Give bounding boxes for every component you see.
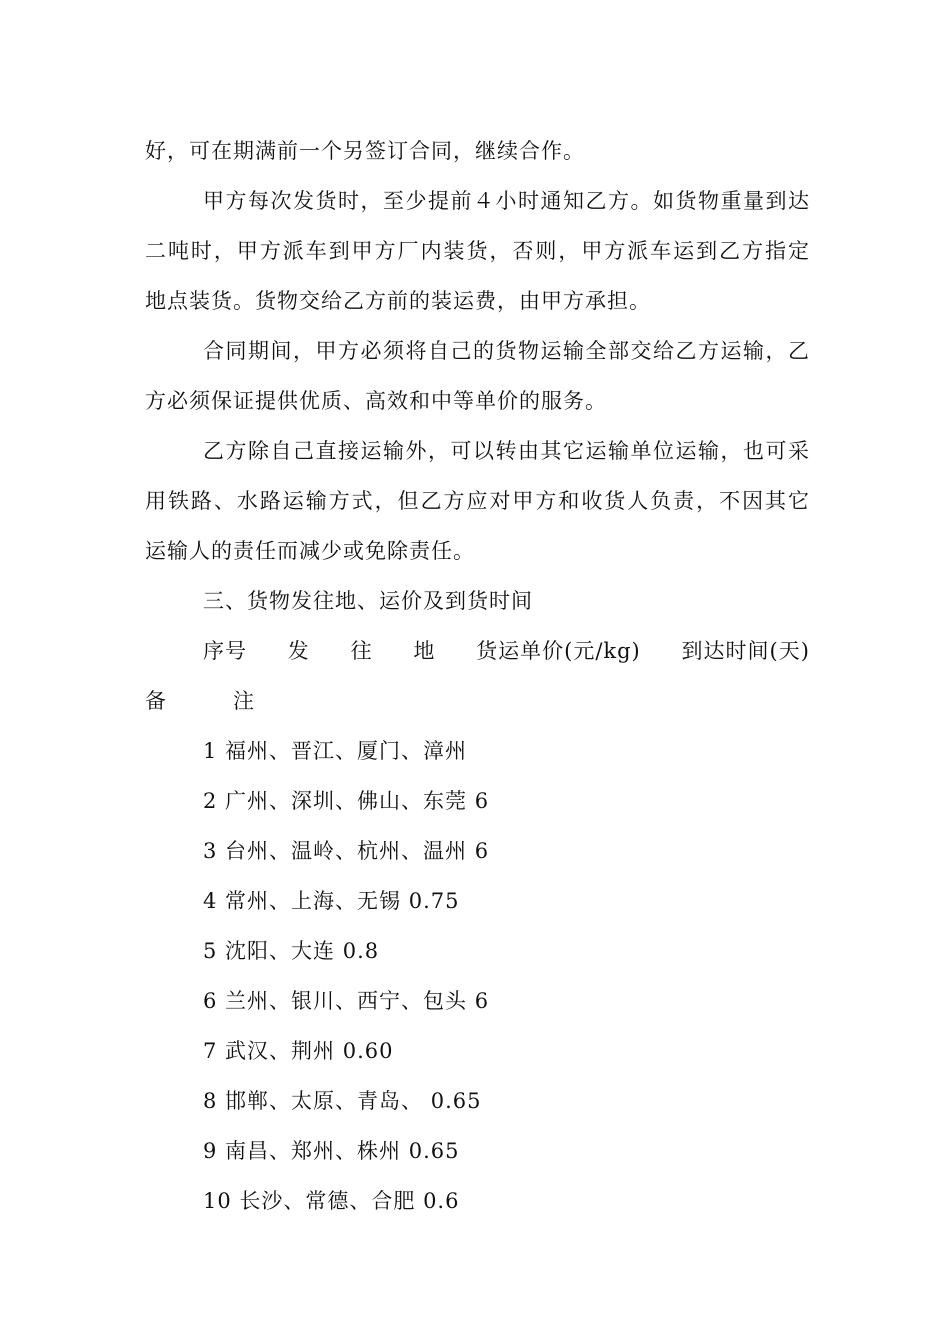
table-row: 5 沈阳、大连 0.8 — [203, 939, 380, 963]
table-row: 9 南昌、郑州、株州 0.65 — [203, 1139, 460, 1163]
paragraph-line: 好，可在期满前一个另签订合同，继续合作。 — [145, 139, 585, 163]
header-time: 到达时间(天) — [681, 639, 810, 663]
table-row: 10 长沙、常德、合肥 0.6 — [203, 1189, 460, 1213]
table-row: 2 广州、深圳、佛山、东莞 6 — [203, 789, 490, 813]
paragraph-line: 合同期间，甲方必须将自己的货物运输全部交给乙方运输，乙 — [203, 339, 810, 363]
table-header — [203, 636, 810, 666]
table-row: 8 邯郸、太原、青岛、 0.65 — [203, 1089, 482, 1113]
paragraph-line: 运输人的责任而减少或免除责任。 — [145, 539, 475, 563]
table-row: 6 兰州、银川、西宁、包头 6 — [203, 989, 490, 1013]
paragraph-line: 甲方每次发货时，至少提前４小时通知乙方。如货物重量到达 — [203, 189, 810, 213]
paragraph-line: 用铁路、水路运输方式，但乙方应对甲方和收货人负责，不因其它 — [145, 489, 810, 513]
table-row: 3 台州、温岭、杭州、温州 6 — [203, 839, 490, 863]
paragraph-line: 乙方除自己直接运输外，可以转由其它运输单位运输，也可采 — [203, 439, 810, 463]
header-remark: 备 注 — [145, 689, 255, 713]
header-price: 货运单价(元/kg) — [476, 639, 641, 663]
header-wang: 往 — [350, 639, 373, 663]
table-row: 4 常州、上海、无锡 0.75 — [203, 889, 460, 913]
table-row: 7 武汉、荆州 0.60 — [203, 1039, 394, 1063]
paragraph-line: 方必须保证提供优质、高效和中等单价的服务。 — [145, 389, 607, 413]
header-seq: 序号 — [203, 639, 247, 663]
header-di: 地 — [413, 639, 436, 663]
table-row: 1 福州、晋江、厦门、漳州 — [203, 739, 468, 763]
section-heading: 三、货物发往地、运价及到货时间 — [203, 589, 533, 613]
header-fa: 发 — [287, 639, 310, 663]
paragraph-line: 二吨时，甲方派车到甲方厂内装货，否则，甲方派车运到乙方指定 — [145, 239, 810, 263]
paragraph-line: 地点装货。货物交给乙方前的装运费，由甲方承担。 — [145, 289, 651, 313]
